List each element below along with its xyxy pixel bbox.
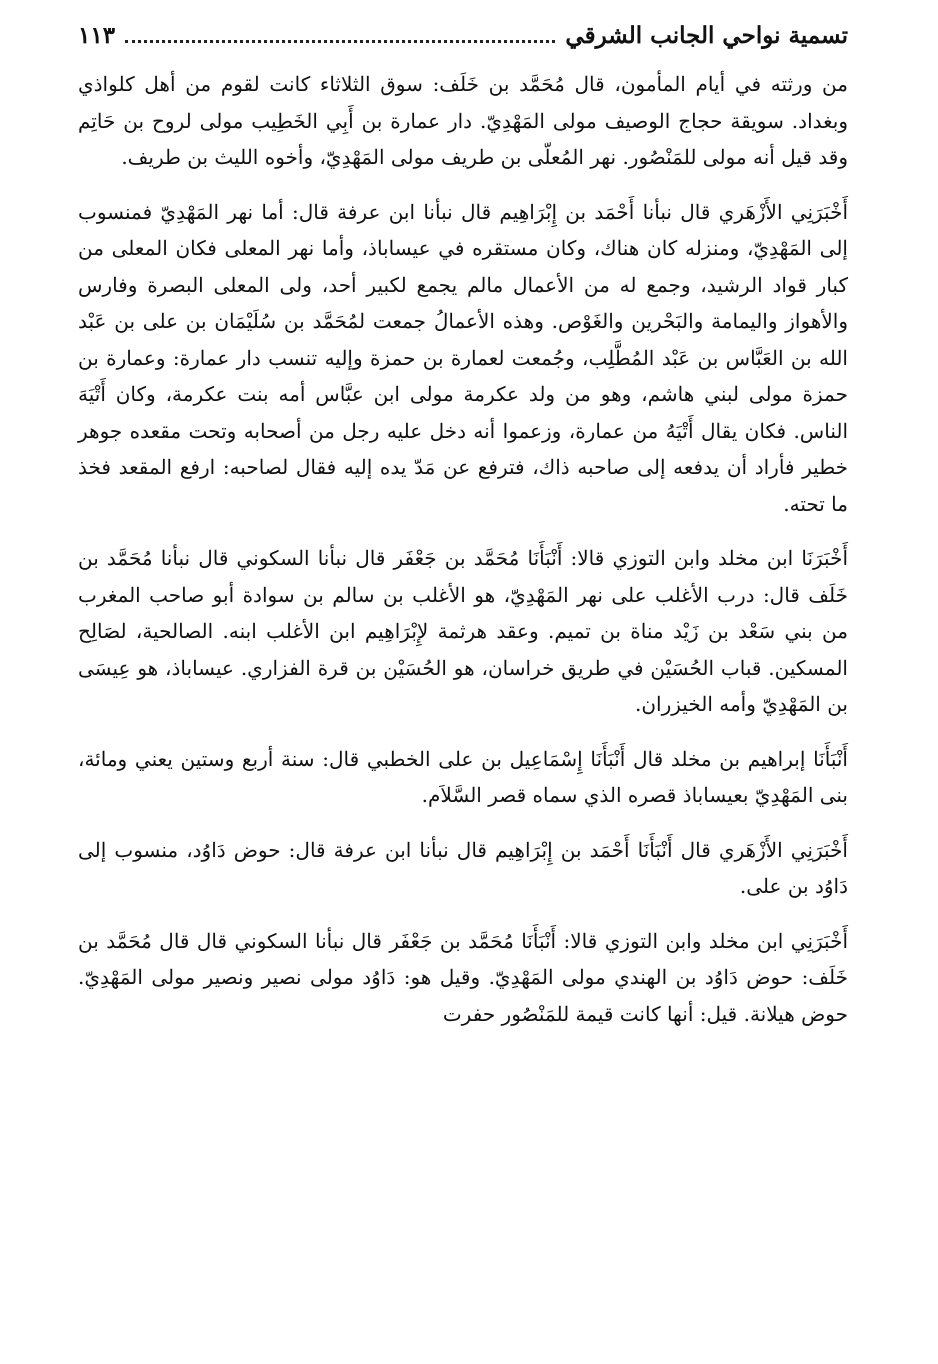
page-number: ١١٣	[78, 22, 116, 49]
book-page	[78, 22, 848, 1032]
paragraph-3: أَخْبَرَنَا ابن مخلد وابن التوزي قالا: أَنْبَأَنَا مُحَمَّد بن جَعْفَر قال نبأنا السكوني قال نبأنا مُحَمَّد بن خَلَف قال: درب الأغلب على نهر المَهْدِيّ، هو الأغلب بن سالم بن سوادة أبو صاحب المغرب من بني سَعْد بن زَيْد مناة بن تميم. وعقد هرثمة لإِبْرَاهِيم ابن الأغلب ابنه. الصالحية، لصَالِح المسكين. قباب الحُسَيْن في طريق خراسان، هو الحُسَيْن بن قرة الفزاري. عيساباذ، هو عِيسَى بن المَهْدِيّ وأمه الخيزران.	[78, 546, 848, 716]
paragraph-6: أَخْبَرَنِي ابن مخلد وابن التوزي قالا: أَنْبَأَنَا مُحَمَّد بن جَعْفَر قال نبأنا السكوني قال قال مُحَمَّد بن خَلَف: حوض دَاوُد بن الهندي مولى المَهْدِيّ. وقيل هو: دَاوُد مولى نصير ونصير مولى المَهْدِيّ. حوض هيلانة. قيل: أنها كانت قيمة للمَنْصُور حفرت	[78, 928, 848, 1026]
paragraph-1: من ورثته في أيام المأمون، قال مُحَمَّد بن خَلَف: سوق الثلاثاء كانت لقوم من أهل كلواذي وبغداد. سويقة حجاج الوصيف مولى المَهْدِيّ. دار عمارة بن أَبِي الخَطِيب مولى لروح بن حَاتِم وقد قيل أنه مولى للمَنْصُور. نهر المُعلّى بن طريف مولى المَهْدِيّ، وأخوه الليث بن طريف.	[78, 72, 848, 169]
paragraph-5: أَخْبَرَنِي الأَزْهَري قال أَنْبَأَنَا أَحْمَد بن إِبْرَاهِيم قال نبأنا ابن عرفة قال: حوض دَاوُد، منسوب إلى دَاوُد بن على.	[78, 837, 848, 898]
running-title: تسمية نواحي الجانب الشرقي	[565, 22, 848, 49]
paragraph-2: أَخْبَرَنِي الأَزْهَري قال نبأنا أَحْمَد بن إِبْرَاهِيم قال نبأنا ابن عرفة قال: أما نهر المَهْدِيّ فمنسوب إلى المَهْدِيّ، ومنزله كان هناك، وكان مستقره في عيساباذ، وأما نهر المعلى فكان المعلى من كبار قواد الرشيد، وجمع له من الأعمال مالم يجمع لكبير أحد، ولى المعلى البصرة وفارس والأهواز واليمامة والبَحْرين والغَوْص. وهذه الأعمالُ جمعت لمُحَمَّد بن سُلَيْمَان بن على بن عَبْد الله بن العَبَّاس بن عَبْد المُطَّلِب، وجُمعت لعمارة بن حمزة وإليه تنسب دار عمارة: وعمارة بن حمزة مولى لبني هاشم، وهو من ولد عكرمة مولى ابن عبَّاس أمه بنت عكرمة، وكان أَتْيَهَ الناس. فكان يقال أَتْيَهُ من عمارة، وزعموا أنه دخل عليه رجل من أصحابه وتحت مقعده جوهر خطير فأراد أن يدفعه إلى صاحبه ذاك، فترفع عن مَدّ يده إليه فقال لصاحبه: ارفع المقعد فخذ ما تحته.	[78, 199, 848, 516]
dot-leader	[125, 39, 555, 43]
running-header	[78, 22, 848, 60]
paragraph-4: أَنْبَأَنَا إبراهيم بن مخلد قال أَنْبَأَنَا إِسْمَاعِيل بن على الخطبي قال: سنة أربع وستين يعني ومائة، بنى المَهْدِيّ بعيساباذ قصره الذي سماه قصر السَّلاَم.	[78, 746, 848, 807]
